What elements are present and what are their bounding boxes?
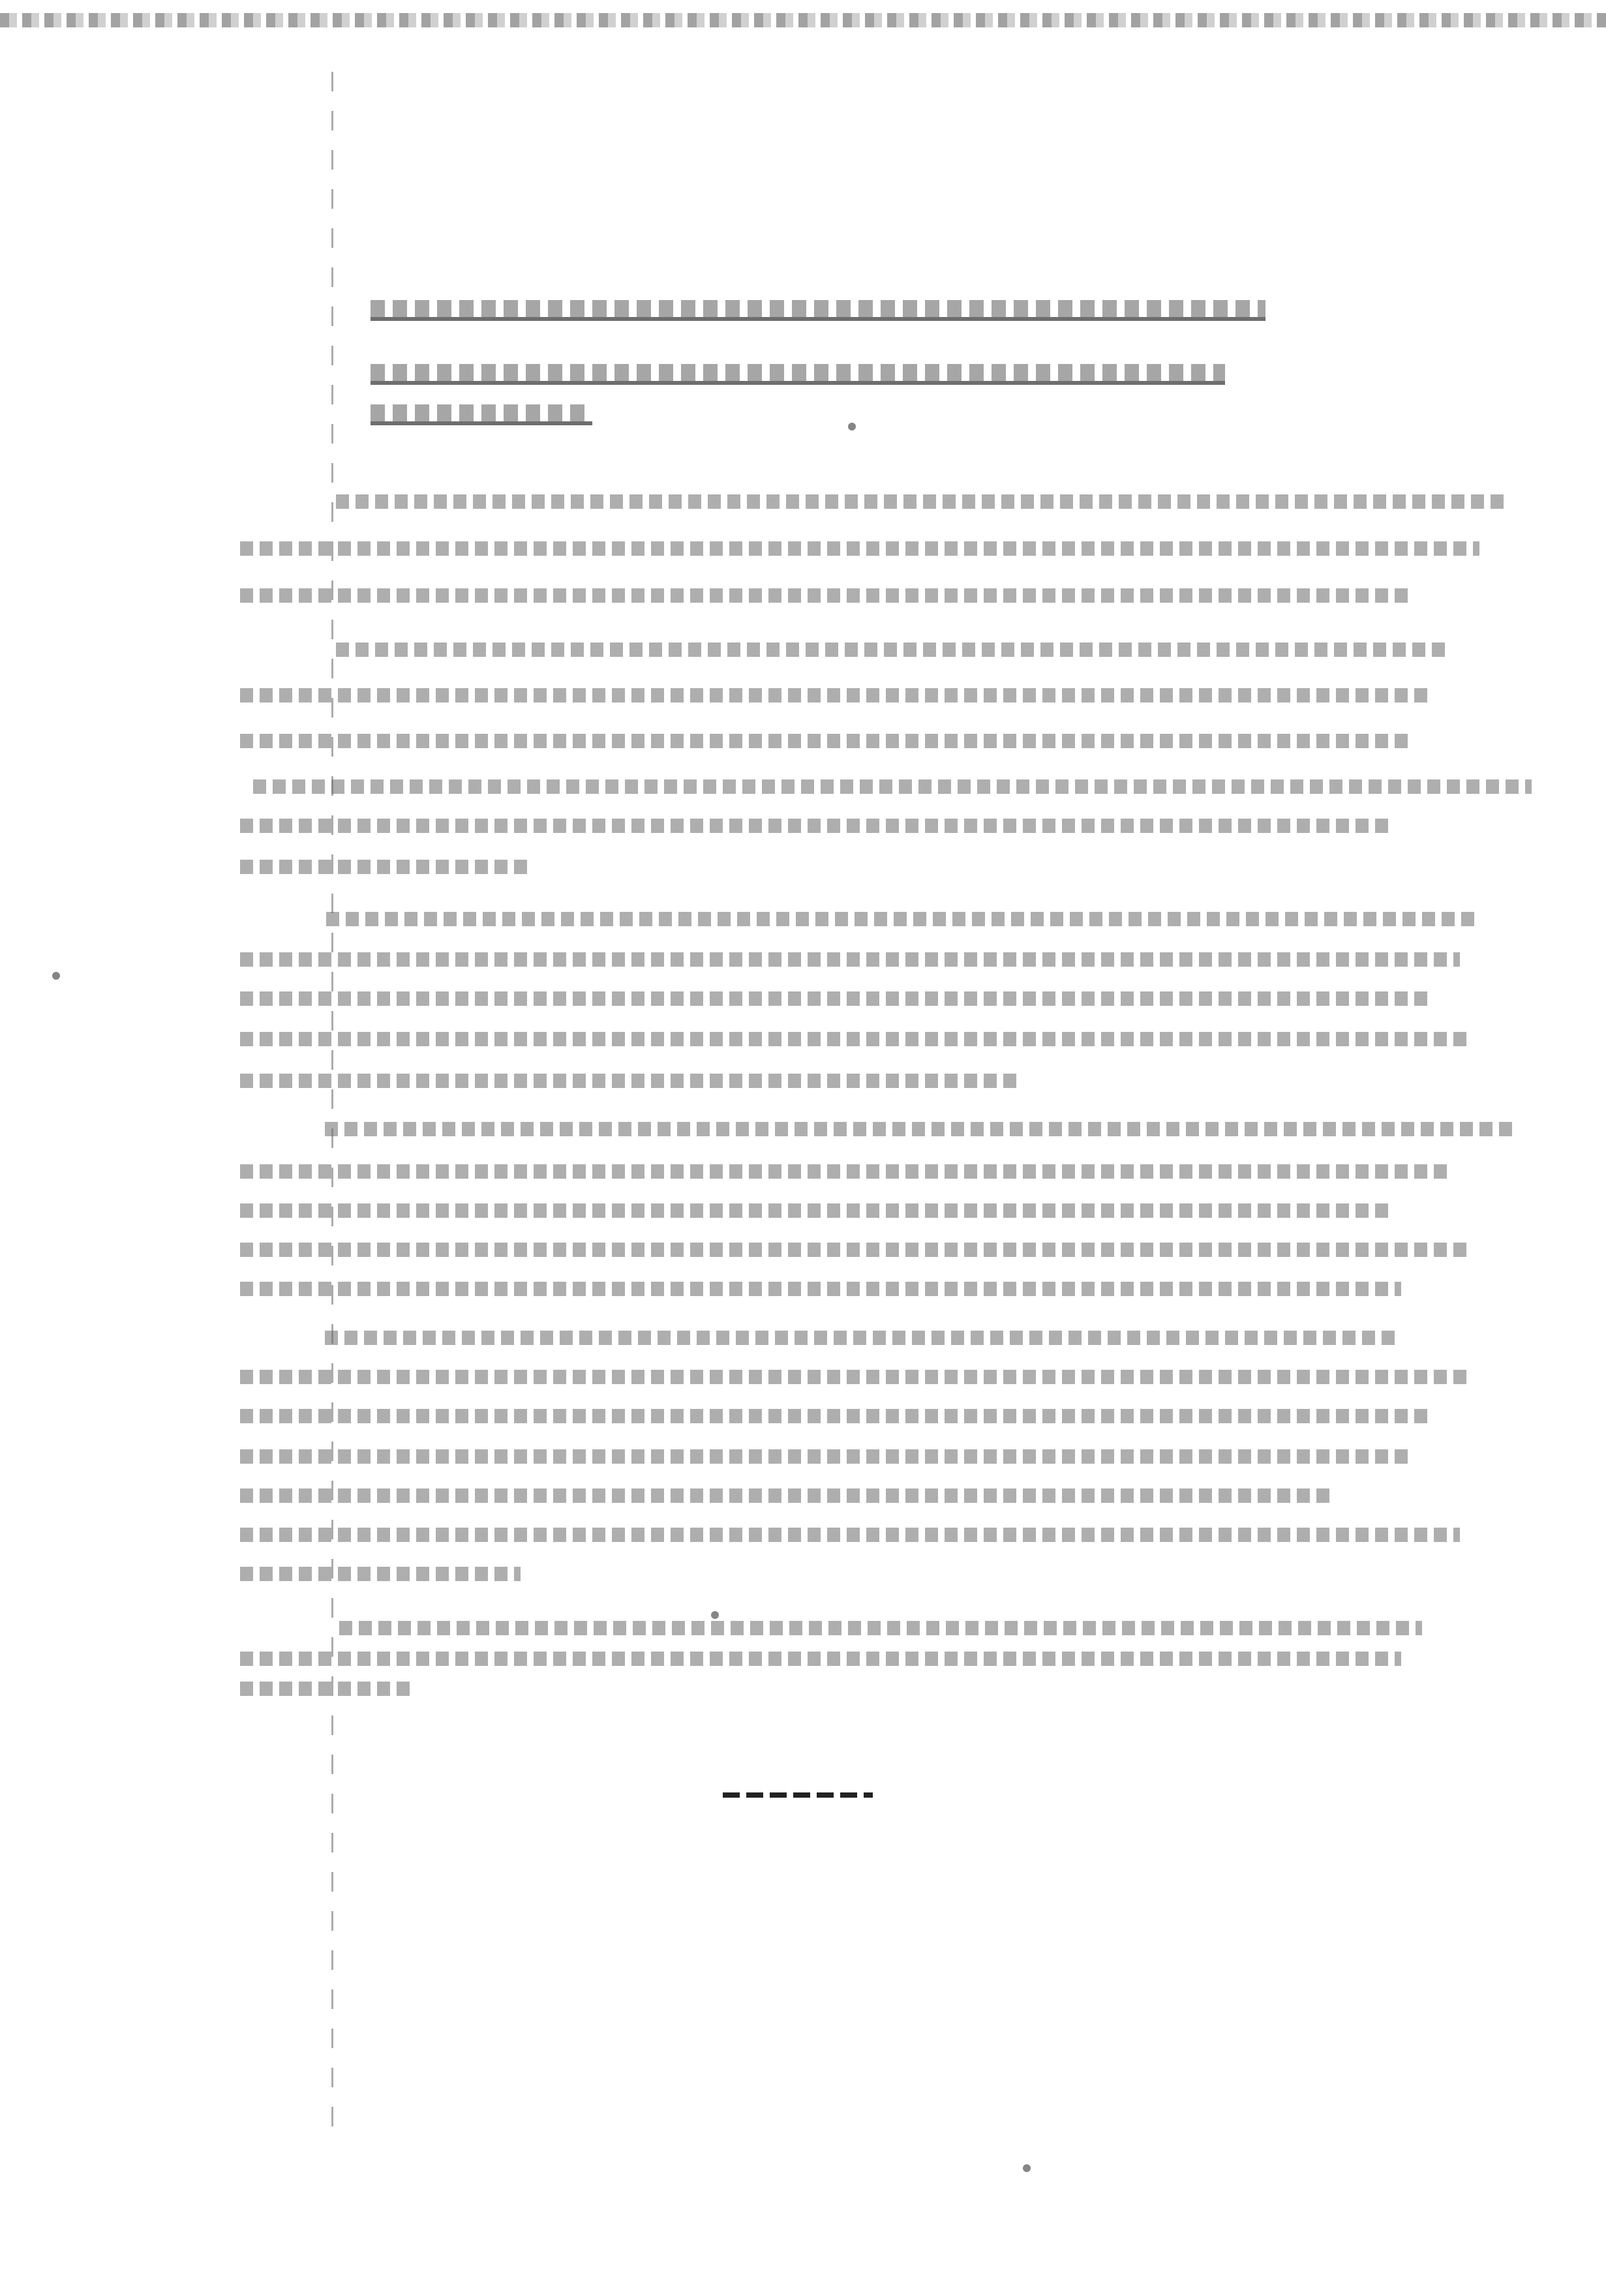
margin-rule — [331, 72, 333, 2126]
heading-line — [371, 364, 1225, 385]
end-rule — [723, 1792, 873, 1798]
scan-speck — [848, 423, 856, 430]
heading-line — [371, 404, 592, 425]
scan-top-edge — [0, 13, 1606, 27]
scan-speck — [1023, 2164, 1031, 2172]
scan-speck — [52, 972, 60, 980]
heading-line — [371, 300, 1265, 321]
scan-speck — [711, 1611, 719, 1619]
